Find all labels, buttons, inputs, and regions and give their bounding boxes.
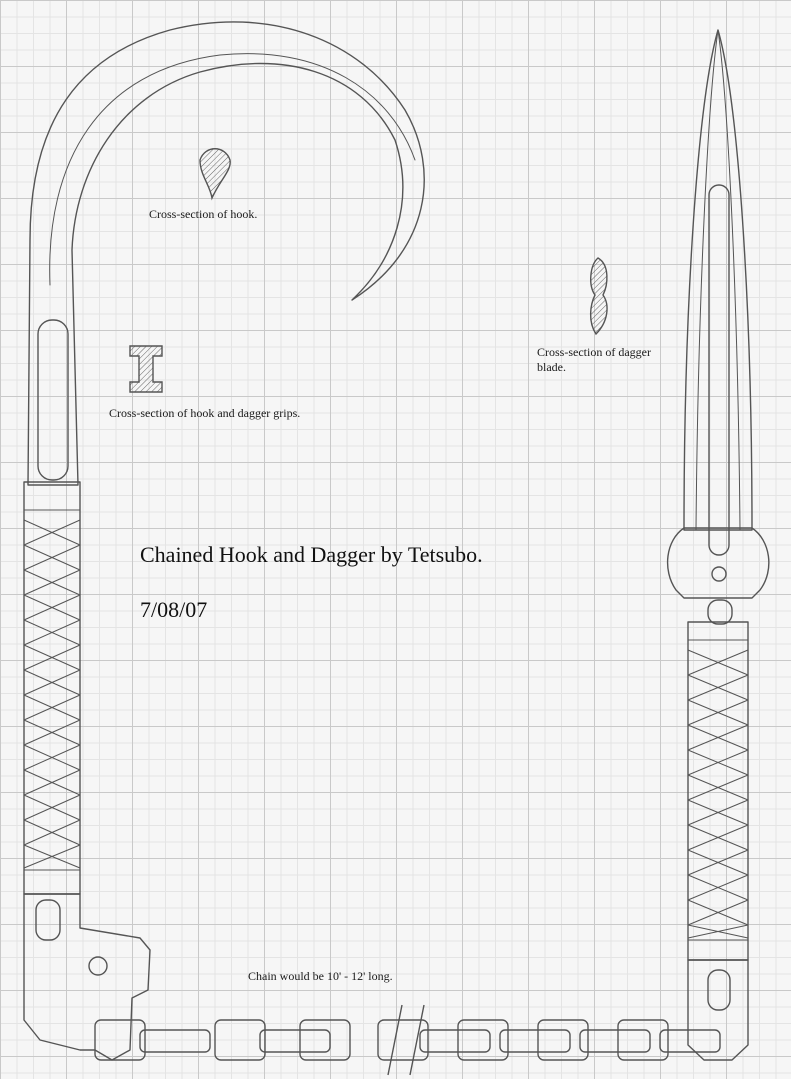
hook-pommel-slot: [36, 900, 60, 940]
chain-link: [580, 1030, 650, 1052]
dagger-tang-slot: [708, 600, 732, 624]
drawing-title: Chained Hook and Dagger by Tetsubo.: [140, 542, 483, 567]
grip-cross-section-label: Cross-section of hook and dagger grips.: [109, 406, 301, 420]
dagger-weapon: [668, 30, 769, 1060]
chain-link: [500, 1030, 570, 1052]
dagger-blade: [684, 30, 752, 530]
dagger-grip-wrap: [688, 640, 748, 940]
chain: [95, 1005, 720, 1075]
hook-pommel: [24, 894, 150, 1060]
dagger-grip: [688, 622, 748, 960]
hook-grip-wrap: [24, 510, 80, 870]
drawing-date: 7/08/07: [140, 597, 208, 622]
chain-link: [300, 1020, 350, 1060]
dagger-pommel-slot: [708, 970, 730, 1010]
chain-link: [420, 1030, 490, 1052]
chain-link: [660, 1030, 720, 1052]
dagger-fuller: [709, 185, 729, 555]
chain-link: [215, 1020, 265, 1060]
grip-cross-section-sketch: [130, 346, 162, 392]
chain-break-mark: [388, 1005, 424, 1075]
blade-cross-section-sketch: [591, 258, 607, 334]
chain-link: [140, 1030, 210, 1052]
chain-link: [260, 1030, 330, 1052]
dagger-edge-bevel: [696, 30, 740, 530]
hook-pommel-hole: [89, 957, 107, 975]
blade-cross-section-label: Cross-section of dagger blade.: [537, 345, 651, 374]
hook-fuller: [50, 54, 415, 285]
hook-cross-section-label: Cross-section of hook.: [149, 207, 258, 221]
chain-length-note: Chain would be 10' - 12' long.: [248, 969, 393, 983]
hook-cross-section-sketch: [200, 149, 230, 198]
dagger-guard: [668, 528, 769, 598]
hook-slot: [38, 320, 68, 480]
dagger-guard-hole: [712, 567, 726, 581]
